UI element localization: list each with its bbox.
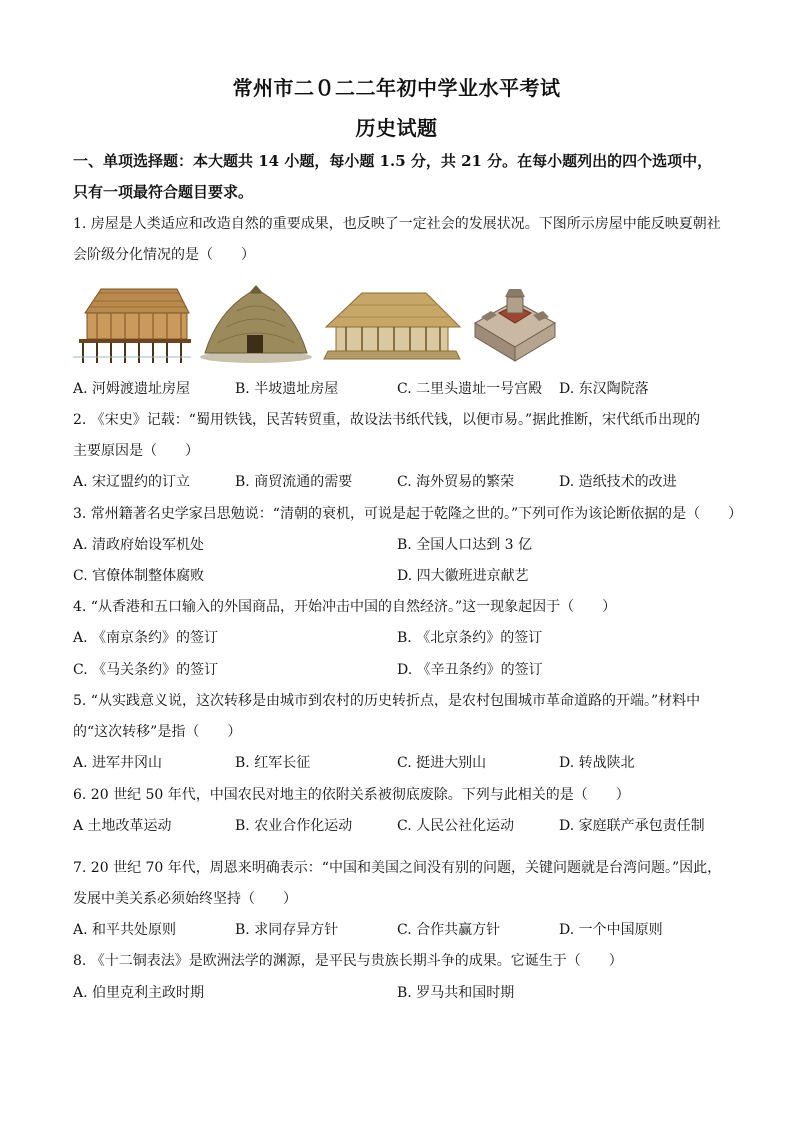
question-8-option-a[interactable]: A. 伯里克利主政时期 — [73, 985, 205, 1001]
question-3-option-d[interactable]: D. 四大徽班进京献艺 — [397, 568, 529, 584]
question-7-option-a[interactable]: A. 和平共处原则 — [73, 922, 177, 938]
round-hut-image — [197, 283, 315, 365]
question-4-option-b[interactable]: B. 《北京条约》的签订 — [397, 630, 543, 646]
question-4-option-d[interactable]: D. 《辛丑条约》的签订 — [397, 662, 543, 678]
question-2-option-d[interactable]: D. 造纸技术的改进 — [559, 474, 677, 490]
question-7-option-d[interactable]: D. 一个中国原则 — [559, 922, 663, 938]
question-5-option-a[interactable]: A. 进军井冈山 — [73, 755, 163, 771]
question-2-text-line-2: 主要原因是（ ） — [73, 443, 199, 459]
question-4-text-line-1: 4. “从香港和五口输入的外国商品，开始冲击中国的自然经济。”这一现象起因于（ ） — [73, 599, 617, 615]
question-7-text-line-1: 7. 20 世纪 70 年代，周恩来明确表示：“中国和美国之间没有别的问题，关键问题就是台湾问题。”因此， — [73, 860, 722, 876]
question-5-text-line-2: 的“这次转移”是指（ ） — [73, 724, 242, 740]
question-4-option-c[interactable]: C. 《马关条约》的签订 — [73, 662, 219, 678]
question-1-option-d[interactable]: D. 东汉陶院落 — [559, 381, 649, 397]
question-5-text-line-1: 5. “从实践意义说，这次转移是由城市到农村的历史转折点，是农村包围城市革命道路的开端。”材料中 — [73, 693, 701, 709]
question-3-option-b[interactable]: B. 全国人口达到 3 亿 — [397, 537, 532, 553]
exam-title: 常州市二０二二年初中学业水平考试 — [232, 76, 561, 100]
pottery-courtyard-image — [469, 283, 561, 365]
question-1-option-a[interactable]: A. 河姆渡遗址房屋 — [73, 381, 191, 397]
question-6-option-b[interactable]: B. 农业合作化运动 — [235, 818, 353, 834]
question-7-option-c[interactable]: C. 合作共赢方针 — [397, 922, 501, 938]
question-5-option-b[interactable]: B. 红军长征 — [235, 755, 311, 771]
question-5-option-d[interactable]: D. 转战陕北 — [559, 755, 635, 771]
question-7-text-line-2: 发展中美关系必须始终坚持（ ） — [73, 891, 297, 907]
question-1-text-line-2: 会阶级分化情况的是（ ） — [73, 247, 255, 263]
question-1-text-line-1: 1. 房屋是人类适应和改造自然的重要成果，也反映了一定社会的发展状况。下图所示房屋中能反映夏朝社 — [73, 216, 721, 232]
question-6-text-line-1: 6. 20 世纪 50 年代，中国农民对地主的依附关系被彻底废除。下列与此相关的是（ ） — [73, 787, 630, 803]
question-5-option-c[interactable]: C. 挺进大别山 — [397, 755, 487, 771]
question-6-option-d[interactable]: D. 家庭联产承包责任制 — [559, 818, 705, 834]
section-heading-line-1: 一、单项选择题：本大题共 14 小题，每小题 1.5 分，共 21 分。在每小题列出的四个选项中， — [73, 152, 713, 170]
question-1-option-c[interactable]: C. 二里头遗址一号宫殿 — [397, 381, 543, 397]
question-3-option-c[interactable]: C. 官僚体制整体腐败 — [73, 568, 205, 584]
question-8-option-b[interactable]: B. 罗马共和国时期 — [397, 985, 515, 1001]
question-3-text-line-1: 3. 常州籍著名史学家吕思勉说：“清朝的衰机，可说是起于乾隆之世的。”下列可作为该论断依据的是（ ） — [73, 506, 743, 522]
palace-model-image — [322, 283, 462, 365]
exam-subtitle: 历史试题 — [355, 116, 438, 140]
question-6-option-a[interactable]: A 土地改革运动 — [73, 818, 172, 834]
question-4-option-a[interactable]: A. 《南京条约》的签订 — [73, 630, 219, 646]
question-1-option-b[interactable]: B. 半坡遗址房屋 — [235, 381, 339, 397]
question-8-text-line-1: 8. 《十二铜表法》是欧洲法学的渊源，是平民与贵族长期斗争的成果。它诞生于（ ） — [73, 953, 623, 969]
question-2-option-a[interactable]: A. 宋辽盟约的订立 — [73, 474, 191, 490]
question-2-text-line-1: 2. 《宋史》记载：“蜀用铁钱，民苦转贸重，故设法书纸代钱，以便市易。”据此推断，宋代纸币出现的 — [73, 412, 701, 428]
question-7-option-b[interactable]: B. 求同存异方针 — [235, 922, 339, 938]
section-heading-line-2: 只有一项最符合题目要求。 — [73, 183, 254, 201]
question-2-option-b[interactable]: B. 商贸流通的需要 — [235, 474, 353, 490]
question-6-option-c[interactable]: C. 人民公社化运动 — [397, 818, 515, 834]
stilt-house-image — [73, 283, 191, 365]
question-2-option-c[interactable]: C. 海外贸易的繁荣 — [397, 474, 515, 490]
question-3-option-a[interactable]: A. 清政府始设军机处 — [73, 537, 205, 553]
